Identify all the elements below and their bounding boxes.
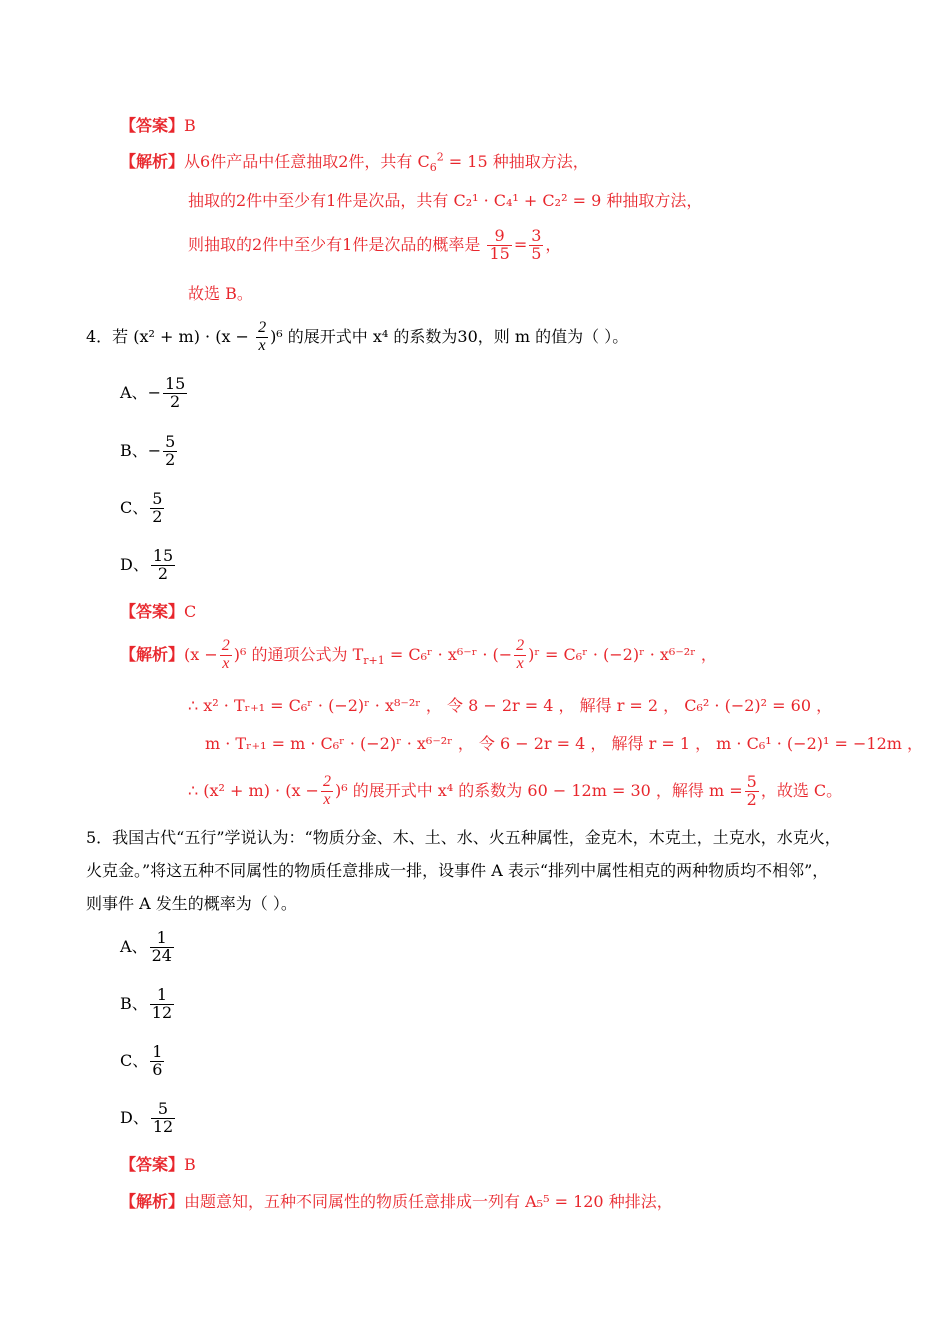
option-label: D、	[120, 1107, 149, 1127]
answer-tag: 【答案】	[120, 116, 185, 135]
q3-analysis-text-end: = 15 种抽取方法，	[443, 152, 589, 171]
numerator: 2	[221, 637, 230, 654]
numerator: 9	[487, 228, 511, 246]
denominator: x	[516, 654, 524, 672]
numerator: 1	[150, 930, 174, 948]
answer-value: B	[184, 116, 196, 135]
q4-answer	[120, 604, 196, 620]
q3-line3-text: 则抽取的2件中至少有1件是次品的概率是	[188, 234, 481, 254]
option-label: A、	[120, 936, 148, 956]
q3-analysis-line-2: 抽取的2件中至少有1件是次品，共有 C₂¹ · C₄¹ + C₂² = 9 种抽取方法，	[188, 191, 703, 210]
fraction	[151, 1101, 175, 1136]
numerator: 3	[531, 226, 542, 245]
denominator: 12	[152, 1116, 174, 1136]
q3-answer	[120, 118, 196, 134]
fraction	[487, 228, 511, 263]
numerator: 15	[164, 374, 186, 393]
q5-analysis-text: 由题意知，五种不同属性的物质任意排成一列有 A₅⁵ = 120 种排法，	[184, 1192, 673, 1211]
q5-stem-line-3: 则事件 A 发生的概率为（ ）。	[86, 894, 297, 913]
q5-option-c[interactable]	[120, 1044, 166, 1079]
fraction	[514, 638, 526, 673]
q4-a4-start: ∴ (x² + m) · (x −	[188, 780, 319, 800]
answer-value: B	[184, 1155, 196, 1174]
q5-option-d[interactable]	[120, 1101, 177, 1136]
q4-option-d[interactable]	[120, 548, 177, 583]
q5-stem-line-2: 火克金。”将这五种不同属性的物质任意排成一排，设事件 A 表示“排列中属性相克的两种物质均不相邻”，	[86, 861, 829, 880]
q3-sub: 6	[429, 161, 437, 175]
fraction	[529, 228, 543, 263]
fraction	[150, 1044, 164, 1079]
analysis-tag: 【解析】	[120, 1192, 185, 1211]
numerator: 15	[152, 546, 174, 565]
fraction	[150, 930, 174, 965]
fraction	[151, 548, 175, 583]
fraction	[745, 774, 759, 809]
q4-a4-mid: )⁶ 的展开式中 x⁴ 的系数为 60 − 12m = 30 ，解得 m =	[334, 780, 743, 800]
numerator: 1	[152, 1042, 163, 1061]
answer-tag: 【答案】	[120, 602, 185, 621]
denominator: 2	[152, 506, 163, 526]
analysis-tag: 【解析】	[120, 644, 185, 664]
answer-value: C	[184, 602, 197, 621]
denominator: 2	[746, 789, 757, 809]
denominator: 2	[157, 563, 169, 583]
q5-option-a[interactable]	[120, 930, 176, 965]
option-label: A、	[120, 382, 148, 402]
q4-analysis-line-3: m · Tᵣ₊₁ = m · C₆ʳ · (−2)ʳ · x⁶⁻²ʳ ， 令 6 − 2r = 4 ， 解得 r = 1 ， m · C₆¹ · (−2)¹ = −12m ，	[205, 734, 924, 753]
q3-line3-end: ，	[545, 234, 562, 254]
q4-a1-end: )ʳ = C₆ʳ · (−2)ʳ · x⁶⁻²ʳ ，	[528, 644, 717, 664]
denominator: 6	[152, 1059, 163, 1079]
denominator: 2	[165, 449, 176, 469]
denominator: x	[258, 336, 266, 354]
q3-sup: 2	[436, 150, 444, 164]
option-label: B、	[120, 440, 148, 460]
q4-stem-end: )⁶ 的展开式中 x⁴ 的系数为30，则 m 的值为（ ）。	[270, 326, 629, 346]
option-label: C、	[120, 497, 149, 517]
fraction	[163, 434, 177, 469]
numerator: 2	[258, 319, 267, 336]
answer-tag: 【答案】	[120, 1155, 185, 1174]
option-sign: −	[147, 382, 161, 402]
q4-analysis-line-4	[188, 774, 842, 809]
numerator: 1	[150, 987, 174, 1005]
denominator: 15	[489, 243, 510, 263]
fraction	[220, 638, 232, 673]
q5-analysis-line-1	[120, 1194, 673, 1210]
denominator: 5	[531, 243, 542, 263]
numerator: 5	[165, 432, 176, 451]
numerator: 2	[322, 773, 331, 790]
numerator: 5	[152, 489, 163, 508]
analysis-tag: 【解析】	[120, 152, 185, 171]
denominator: 12	[151, 1002, 173, 1022]
q4-option-a[interactable]	[120, 376, 189, 411]
q4-stem-start: 4．若 (x² + m) · (x −	[86, 326, 249, 346]
q4-option-b[interactable]	[120, 434, 179, 469]
q4-analysis-line-1: 【解析】(x − $\frac{2}{x}$ )⁶ 的通项公式为 $T_{r+1}$ = C₆ʳ · x⁶⁻ʳ · (− $\frac{2}{x}$ )ʳ = C₆ʳ · (−2)ʳ · x⁶⁻²ʳ ，	[120, 637, 717, 672]
q3-analysis-line-3: 则抽取的2件中至少有1件是次品的概率是 $\frac{9}{15}$ = $\frac{3}{5}$ ，	[188, 226, 562, 263]
q5-option-b[interactable]	[120, 987, 176, 1022]
q4-a4-end: ，故选 C。	[760, 780, 843, 800]
q4-a1-mid2: = C₆ʳ · x⁶⁻ʳ · (−	[384, 644, 513, 664]
option-label: B、	[120, 993, 148, 1013]
q4-analysis-line-2: ∴ x² · Tᵣ₊₁ = C₆ʳ · (−2)ʳ · x⁸⁻²ʳ ， 令 8 − 2r = 4 ， 解得 r = 2 ， C₆² · (−2)² = 60 ，	[188, 696, 833, 715]
option-sign: −	[147, 440, 162, 460]
q3-analysis-text: 从6件产品中任意抽取2件，共有 C	[184, 152, 430, 171]
numerator: 5	[151, 1101, 175, 1119]
q5-stem-line-1: 5．我国古代“五行”学说认为：“物质分金、木、土、水、火五种属性，金克木，木克土，土克水，水克火，	[86, 828, 841, 847]
denominator: x	[323, 790, 331, 808]
denominator: 2	[170, 391, 181, 411]
fraction	[321, 774, 333, 809]
fraction	[150, 491, 164, 526]
q4-a1-start: (x −	[184, 644, 218, 664]
fraction	[256, 320, 268, 355]
q3-analysis-line-4: 故选 B。	[188, 284, 253, 303]
q4-a1-mid: )⁶ 的通项公式为 T	[233, 644, 364, 664]
q4-option-c[interactable]	[120, 491, 166, 526]
fraction	[150, 987, 174, 1022]
q3-analysis-line-1	[120, 150, 589, 175]
numerator: 2	[516, 637, 525, 654]
option-label: C、	[120, 1050, 149, 1070]
denominator: x	[222, 654, 230, 672]
option-label: D、	[120, 554, 149, 574]
q5-answer	[120, 1157, 196, 1173]
numerator: 5	[746, 772, 757, 791]
denominator: 24	[151, 945, 172, 965]
q4-stem	[86, 320, 628, 355]
fraction	[163, 376, 187, 411]
